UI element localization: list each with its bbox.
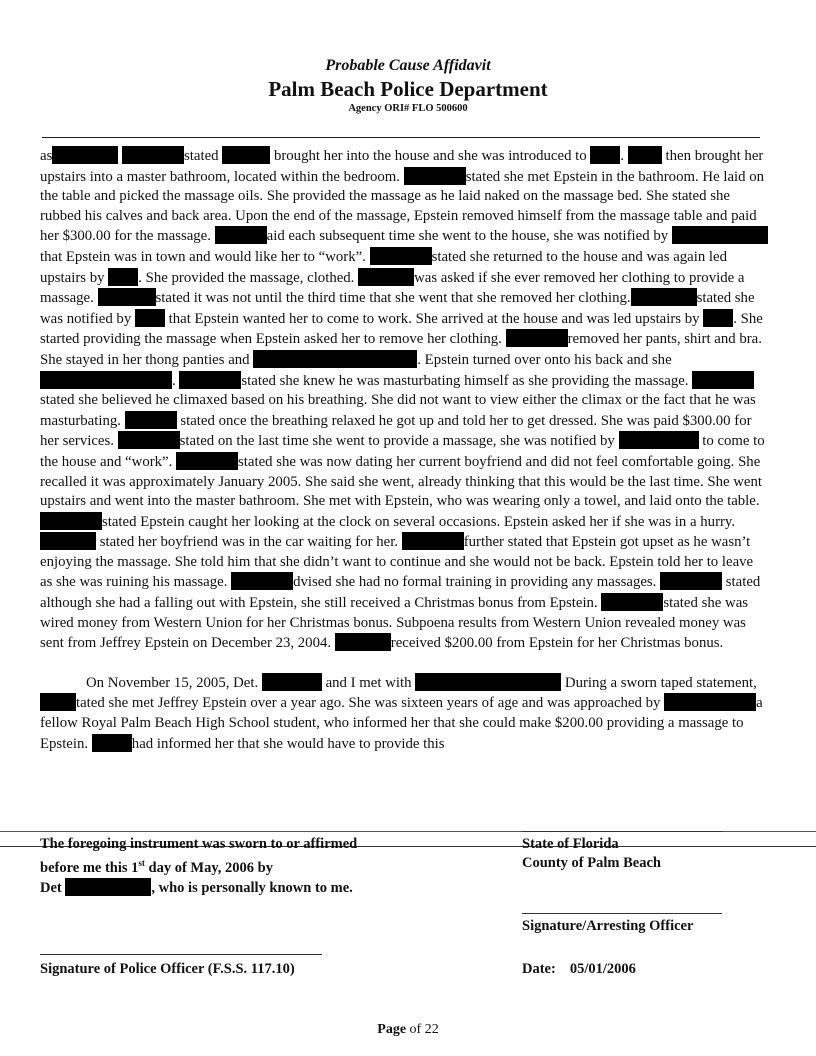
redaction-block bbox=[125, 411, 177, 429]
jurisdiction-block bbox=[522, 835, 661, 873]
redaction-block bbox=[231, 572, 293, 590]
sworn-date-suffix: day of May, 2006 by bbox=[144, 859, 273, 876]
page-label: Page bbox=[377, 1022, 407, 1037]
redaction-block bbox=[631, 288, 697, 306]
redaction-block bbox=[40, 512, 102, 530]
officer-signature-line bbox=[40, 954, 322, 955]
header-divider bbox=[42, 137, 760, 138]
redaction-block bbox=[601, 593, 663, 611]
body-text-fragment: brought her into the house and she was introduced to bbox=[273, 148, 587, 164]
redaction-block bbox=[179, 371, 241, 389]
redaction-block bbox=[590, 146, 620, 164]
body-text-fragment: stated on the last time she went to provide a massage, she was notified by bbox=[179, 433, 615, 450]
police-officer-signature-label: Signature of Police Officer (F.S.S. 117.10) bbox=[40, 961, 295, 977]
redaction-block bbox=[122, 146, 184, 164]
body-text-fragment: stated Epstein caught her looking at the clock on several occasions. Epstein asked her if she was in a hurry. bbox=[102, 513, 736, 530]
body-text-fragment: a fellow Royal Palm Beach High School student, who informed her that she could make $200.00 providing a massage to Epstein. bbox=[40, 695, 763, 752]
body-text-fragment: On November 15, 2005, Det. bbox=[86, 674, 259, 691]
redaction-block bbox=[222, 146, 270, 164]
redaction-block bbox=[253, 350, 417, 368]
page-number bbox=[0, 1022, 816, 1038]
body-text-fragment: as bbox=[40, 148, 53, 164]
body-text-fragment: stated she met Epstein in the bathroom. He laid on the table and picked the massage oils. She provided the massage as he laid naked on the massage bed. She stated she rubbed his calves and back area. Upon the end of the massage, Epstein removed himself from the massage table and paid her $300.00 for the massage. bbox=[40, 168, 765, 245]
redaction-block bbox=[402, 532, 464, 550]
sworn-line-3 bbox=[40, 878, 357, 898]
sworn-line-1: The foregoing instrument was sworn to or affirmed bbox=[40, 836, 358, 852]
redaction-block bbox=[52, 146, 118, 164]
redaction-block bbox=[692, 371, 754, 389]
agency-ori: Agency ORI# FLO 500600 bbox=[348, 103, 468, 114]
body-text-fragment: further stated that Epstein got upset as he wasn’t enjoying the massage. She told him that she didn’t want to continue and she would not be back. Epstein told her to leave as she was ruining his massage. bbox=[40, 534, 754, 591]
redaction-block bbox=[176, 452, 238, 470]
redaction-block bbox=[40, 532, 96, 550]
page-total: of 22 bbox=[409, 1022, 439, 1037]
body-text-fragment: then bbox=[665, 148, 691, 164]
body-text-fragment: removed her pants, shirt and bra. She stayed in her thong panties and bbox=[40, 331, 762, 368]
body-text-fragment: and I met with bbox=[325, 674, 412, 691]
notary-statement bbox=[40, 835, 357, 898]
redaction-block bbox=[335, 633, 391, 651]
redaction-block bbox=[415, 673, 561, 691]
body-text-fragment: stated she returned to the house and was again led upstairs by bbox=[40, 248, 728, 286]
body-text-fragment: had informed her that she would have to provide this bbox=[131, 735, 445, 752]
paragraph-2 bbox=[40, 673, 768, 754]
body-text-fragment: stated she was now dating her current boyfriend and did not feel comfortable going. She recalled it was approximately January 2005. She said she went, already thinking that this would be the last time. She went upstairs and went into the master bathroom. She met with Epstein, who was wearing only a towel, and laid onto the table. bbox=[40, 453, 762, 510]
affidavit-body bbox=[40, 146, 768, 754]
body-text-fragment: stated her boyfriend was in the car waiting for her. bbox=[99, 534, 399, 551]
sworn-date-prefix: before me this 1 bbox=[40, 859, 139, 876]
body-text-fragment: stated once the breathing relaxed he got up and told her to get dressed. She was paid $300.00 for her services. bbox=[40, 412, 752, 450]
det-prefix: Det bbox=[40, 879, 62, 896]
body-text-fragment: During a sworn taped statement, bbox=[564, 674, 757, 691]
body-text-fragment: that Epstein wanted her to come to work. She arrived at the house and was led upstairs by bbox=[168, 310, 700, 327]
body-text-fragment: . She provided the massage, clothed. bbox=[138, 269, 355, 286]
state-rule bbox=[522, 831, 722, 832]
redaction-block bbox=[118, 431, 180, 449]
body-text-fragment: stated she believed he climaxed based on his breathing. She did not want to view either the climax or the fact that he was masturbating. bbox=[40, 392, 756, 429]
redaction-block bbox=[404, 167, 466, 185]
sworn-line-2 bbox=[40, 854, 357, 878]
county-label: County of Palm Beach bbox=[522, 855, 661, 871]
redaction-block bbox=[262, 673, 322, 691]
redaction-block bbox=[672, 226, 768, 244]
det-suffix: , who is personally known to me. bbox=[151, 879, 353, 896]
redaction-block bbox=[65, 878, 151, 896]
redaction-block bbox=[135, 309, 165, 327]
redaction-block bbox=[98, 288, 156, 306]
body-text-fragment: brought her upstairs into a master bathroom, located within the bedroom. bbox=[40, 148, 764, 185]
redaction-block bbox=[358, 268, 414, 286]
department-title: Palm Beach Police Department bbox=[268, 77, 548, 101]
paragraph-1 bbox=[40, 146, 768, 654]
redaction-block bbox=[628, 146, 662, 164]
redaction-block bbox=[619, 431, 699, 449]
body-text-fragment: . bbox=[620, 148, 625, 164]
body-text-fragment: stated bbox=[184, 148, 219, 164]
document-subtitle: Probable Cause Affidavit bbox=[325, 57, 491, 74]
body-text-fragment: that Epstein was in town and would like her to “work”. bbox=[40, 248, 366, 265]
affidavit-header bbox=[0, 56, 816, 116]
ordinal-suffix: st bbox=[138, 858, 145, 868]
arresting-officer-label: Signature/Arresting Officer bbox=[522, 918, 694, 934]
body-text-fragment: was asked if she ever removed her clothing to provide a massage. bbox=[40, 269, 745, 307]
body-text-fragment: dvised she had no formal training in providing any massages. bbox=[293, 574, 657, 591]
body-text-fragment: stated although she had a falling out with Epstein, she still received a Christmas bonus from Epstein. bbox=[40, 574, 761, 612]
body-text-fragment: stated she was wired money from Western Union for her Christmas bonus. Subpoena results from Western Union revealed money was sent from Jeffrey Epstein on December 23, 2004. bbox=[40, 595, 749, 652]
body-text-fragment: tated she met Jeffrey Epstein over a year ago. She was sixteen years of age and was approached by bbox=[76, 695, 661, 712]
redaction-block bbox=[40, 693, 76, 711]
state-label: State of Florida bbox=[522, 836, 619, 852]
body-text-fragment: stated she knew he was masturbating himself as she providing the massage. bbox=[241, 372, 689, 389]
date-field bbox=[522, 961, 636, 978]
arresting-signature-line bbox=[522, 913, 722, 914]
body-text-fragment: aid each subsequent time she went to the house, she was notified by bbox=[266, 228, 669, 245]
redaction-block bbox=[215, 226, 267, 244]
date-value: 05/01/2006 bbox=[569, 961, 636, 977]
body-text-fragment: stated she was notified by bbox=[40, 290, 755, 327]
body-text-fragment: . Epstein turned over onto his back and she bbox=[417, 351, 672, 368]
redaction-block bbox=[506, 329, 568, 347]
redaction-block bbox=[92, 734, 132, 752]
body-text-fragment: received $200.00 from Epstein for her Christmas bonus. bbox=[390, 635, 724, 652]
body-text-fragment: . bbox=[172, 372, 176, 389]
date-label: Date: bbox=[522, 961, 556, 977]
redaction-block bbox=[40, 371, 172, 389]
redaction-block bbox=[703, 309, 733, 327]
body-text-fragment: . She started providing the massage when Epstein asked her to remove her clothing. bbox=[40, 310, 763, 348]
redaction-block bbox=[660, 572, 722, 590]
body-text-fragment: to come to the house and “work”. bbox=[40, 433, 765, 470]
body-text-fragment: stated it was not until the third time that she went that she removed her clothing. bbox=[155, 290, 631, 307]
redaction-block bbox=[108, 268, 138, 286]
redaction-block bbox=[370, 247, 432, 265]
redaction-block bbox=[664, 693, 756, 711]
